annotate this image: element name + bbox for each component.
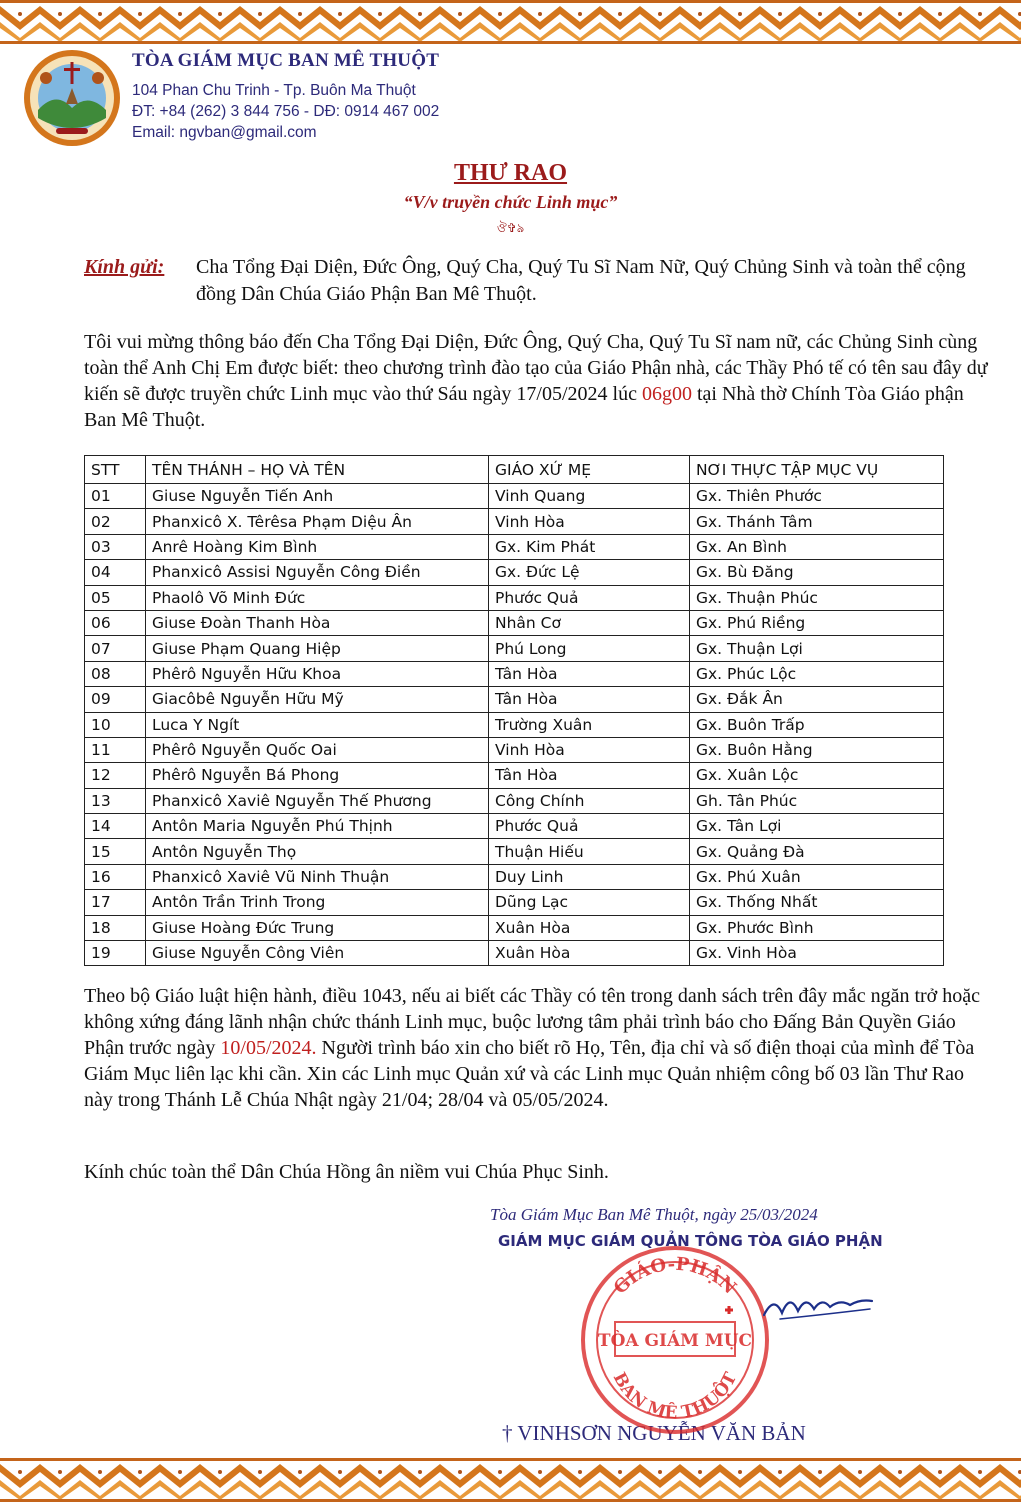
cell-parish: Phú Long	[489, 636, 690, 661]
cell-name: Phaolô Võ Minh Đức	[146, 585, 489, 610]
cell-name: Phêrô Nguyễn Quốc Oai	[146, 737, 489, 762]
cell-stt: 17	[85, 890, 146, 915]
cell-stt: 18	[85, 915, 146, 940]
col-header-stt: STT	[85, 456, 146, 484]
signature-role: GIÁM MỤC GIÁM QUẢN TÔNG TÒA GIÁO PHẬN	[498, 1232, 883, 1250]
cell-pastoral: Gx. Xuân Lộc	[690, 763, 944, 788]
table-row	[85, 839, 944, 864]
cell-pastoral: Gx. Thuận Phúc	[690, 585, 944, 610]
cell-name: Phêrô Nguyễn Bá Phong	[146, 763, 489, 788]
decorative-border-top	[0, 0, 1021, 44]
ordination-time: 06g00	[641, 383, 692, 405]
notice-text-2: Người trình báo xin cho biết rõ Họ, Tên, địa chỉ và số điện thoại của mình để Tòa Giám Mục liên lạc khi cần. Xin các Linh mục Quản xứ và các Linh mục Quản nhiệm công bố 03 lần Thư Rao này trong Thánh Lễ Chúa Nhật ngày 21/04; 28/04 và 05/05/2024.	[84, 1037, 975, 1111]
ordinand-table	[84, 455, 944, 966]
letterhead	[22, 48, 1002, 148]
document-subtitle: “V/v truyền chức Linh mục”	[403, 192, 618, 212]
cell-stt: 14	[85, 814, 146, 839]
cell-parish: Công Chính	[489, 788, 690, 813]
cell-parish: Gx. Đức Lệ	[489, 560, 690, 585]
salutation-label: Kính gửi:	[84, 256, 165, 278]
cell-pastoral: Gx. Quảng Đà	[690, 839, 944, 864]
cell-pastoral: Gx. Phú Riềng	[690, 610, 944, 635]
title-ornament: ঔ✞ঌ	[496, 221, 525, 235]
cell-pastoral: Gx. Thống Nhất	[690, 890, 944, 915]
cell-parish: Tân Hòa	[489, 661, 690, 686]
table-row	[85, 890, 944, 915]
cell-parish: Vinh Quang	[489, 484, 690, 509]
cell-name: Phanxicô X. Têrêsa Phạm Diệu Ân	[146, 509, 489, 534]
diocese-logo	[22, 48, 122, 148]
closing-greeting: Kính chúc toàn thể Dân Chúa Hồng ân niềm vui Chúa Phục Sinh.	[84, 1161, 609, 1183]
cell-pastoral: Gx. Vinh Hòa	[690, 941, 944, 966]
cell-parish: Vinh Hòa	[489, 509, 690, 534]
official-seal-stamp	[575, 1240, 775, 1440]
intro-text-2: tại Nhà thờ Chính Tòa Giáo phận Ban Mê Thuột.	[84, 383, 964, 431]
intro-paragraph	[84, 329, 996, 433]
table-row	[85, 687, 944, 712]
intro-text-1: Tôi vui mừng thông báo đến Cha Tổng Đại Diện, Đức Ông, Quý Cha, Quý Tu Sĩ nam nữ, các Chủng Sinh cùng toàn thể Anh Chị Em được biết: theo chương trình đào tạo của Giáo Phận nhà, các Thầy Phó tế có tên sau đây dự kiến sẽ được truyền chức Linh mục vào thứ Sáu ngày 17/05/2024 lúc	[84, 331, 988, 405]
cell-parish: Vinh Hòa	[489, 737, 690, 762]
cell-stt: 07	[85, 636, 146, 661]
cell-name: Phanxicô Assisi Nguyễn Công Điền	[146, 560, 489, 585]
decorative-border-bottom	[0, 1458, 1021, 1502]
cell-parish: Tân Hòa	[489, 763, 690, 788]
org-email: Email: ngvban@gmail.com	[132, 124, 317, 141]
cell-parish: Duy Linh	[489, 864, 690, 889]
table-row	[85, 585, 944, 610]
cell-stt: 03	[85, 534, 146, 559]
cell-stt: 08	[85, 661, 146, 686]
cell-name: Giuse Nguyễn Công Viên	[146, 941, 489, 966]
cell-pastoral: Gh. Tân Phúc	[690, 788, 944, 813]
cell-pastoral: Gx. Buôn Trấp	[690, 712, 944, 737]
notice-text-1: Theo bộ Giáo luật hiện hành, điều 1043, nếu ai biết các Thầy có tên trong danh sách trên đây mắc ngăn trở hoặc không xứng đáng lãnh nhận chức thánh Linh mục, buộc lương tâm phải trình báo cho Đấng Bản Quyền Giáo Phận trước ngày	[84, 985, 981, 1059]
cell-parish: Xuân Hòa	[489, 915, 690, 940]
cell-pastoral: Gx. Bù Đăng	[690, 560, 944, 585]
cell-name: Giuse Phạm Quang Hiệp	[146, 636, 489, 661]
cell-pastoral: Gx. Tân Lợi	[690, 814, 944, 839]
table-row	[85, 814, 944, 839]
signature-place-date: Tòa Giám Mục Ban Mê Thuột, ngày 25/03/2024	[490, 1205, 818, 1224]
cell-parish: Xuân Hòa	[489, 941, 690, 966]
cell-stt: 16	[85, 864, 146, 889]
cell-name: Antôn Trần Trinh Trong	[146, 890, 489, 915]
cell-stt: 04	[85, 560, 146, 585]
svg-text:GIÁO-PHẬN: GIÁO-PHẬN	[609, 1253, 741, 1299]
table-row	[85, 864, 944, 889]
table-row	[85, 560, 944, 585]
table-row	[85, 788, 944, 813]
report-deadline: 10/05/2024.	[220, 1037, 317, 1059]
table-row	[85, 509, 944, 534]
cell-parish: Tân Hòa	[489, 687, 690, 712]
cell-stt: 02	[85, 509, 146, 534]
cell-name: Antôn Maria Nguyễn Phú Thịnh	[146, 814, 489, 839]
cell-name: Giuse Hoàng Đức Trung	[146, 915, 489, 940]
table-row	[85, 712, 944, 737]
cell-name: Phanxicô Xaviê Nguyễn Thế Phương	[146, 788, 489, 813]
cell-stt: 10	[85, 712, 146, 737]
cell-stt: 05	[85, 585, 146, 610]
svg-text:TÒA GIÁM MỤC: TÒA GIÁM MỤC	[597, 1331, 753, 1351]
cell-name: Phêrô Nguyễn Hữu Khoa	[146, 661, 489, 686]
cell-pastoral: Gx. Thánh Tâm	[690, 509, 944, 534]
cell-name: Antôn Nguyễn Thọ	[146, 839, 489, 864]
org-phone: ĐT: +84 (262) 3 844 756 - DĐ: 0914 467 002	[132, 103, 440, 120]
cell-pastoral: Gx. Buôn Hằng	[690, 737, 944, 762]
cell-pastoral: Gx. Thuận Lợi	[690, 636, 944, 661]
cell-stt: 06	[85, 610, 146, 635]
cell-name: Luca Y Ngít	[146, 712, 489, 737]
org-address: 104 Phan Chu Trinh - Tp. Buôn Ma Thuột	[132, 82, 416, 99]
table-row	[85, 661, 944, 686]
table-row	[85, 534, 944, 559]
cell-name: Giacôbê Nguyễn Hữu Mỹ	[146, 687, 489, 712]
cell-stt: 09	[85, 687, 146, 712]
cell-name: Giuse Nguyễn Tiến Anh	[146, 484, 489, 509]
table-row	[85, 915, 944, 940]
document-title: THƯ RAO	[453, 160, 568, 186]
cell-parish: Gx. Kim Phát	[489, 534, 690, 559]
cell-stt: 13	[85, 788, 146, 813]
table-row	[85, 636, 944, 661]
cell-parish: Phước Quả	[489, 814, 690, 839]
cell-name: Giuse Đoàn Thanh Hòa	[146, 610, 489, 635]
salutation-text: Cha Tổng Đại Diện, Đức Ông, Quý Cha, Quý Tu Sĩ Nam Nữ, Quý Chủng Sinh và toàn thể cộng đồng Dân Chúa Giáo Phận Ban Mê Thuột.	[196, 256, 966, 305]
cell-name: Phanxicô Xaviê Vũ Ninh Thuận	[146, 864, 489, 889]
cell-pastoral: Gx. Thiên Phước	[690, 484, 944, 509]
table-header-row	[85, 456, 944, 484]
cell-parish: Trường Xuân	[489, 712, 690, 737]
svg-text:BAN MÊ THUỘT: BAN MÊ THUỘT	[608, 1369, 742, 1424]
cell-pastoral: Gx. Đắk Ân	[690, 687, 944, 712]
cell-stt: 01	[85, 484, 146, 509]
col-header-pastoral: NƠI THỰC TẬP MỤC VỤ	[690, 456, 944, 484]
table-row	[85, 941, 944, 966]
notice-paragraph	[84, 983, 996, 1113]
table-row	[85, 763, 944, 788]
cell-pastoral: Gx. Phúc Lộc	[690, 661, 944, 686]
cell-pastoral: Gx. Phú Xuân	[690, 864, 944, 889]
table-row	[85, 610, 944, 635]
table-row	[85, 737, 944, 762]
cell-stt: 12	[85, 763, 146, 788]
cell-name: Anrê Hoàng Kim Bình	[146, 534, 489, 559]
cell-stt: 11	[85, 737, 146, 762]
table-row	[85, 484, 944, 509]
cell-stt: 19	[85, 941, 146, 966]
cell-stt: 15	[85, 839, 146, 864]
cell-pastoral: Gx. An Bình	[690, 534, 944, 559]
cell-parish: Thuận Hiếu	[489, 839, 690, 864]
org-name: TÒA GIÁM MỤC BAN MÊ THUỘT	[132, 50, 440, 71]
cell-parish: Nhân Cơ	[489, 610, 690, 635]
cell-parish: Phước Quả	[489, 585, 690, 610]
cell-pastoral: Gx. Phước Bình	[690, 915, 944, 940]
col-header-name: TÊN THÁNH – HỌ VÀ TÊN	[146, 456, 489, 484]
signer-name: † VINHSƠN NGUYỄN VĂN BẢN	[502, 1421, 806, 1445]
handwritten-signature	[760, 1285, 880, 1325]
col-header-parish: GIÁO XỨ MẸ	[489, 456, 690, 484]
cell-parish: Dũng Lạc	[489, 890, 690, 915]
